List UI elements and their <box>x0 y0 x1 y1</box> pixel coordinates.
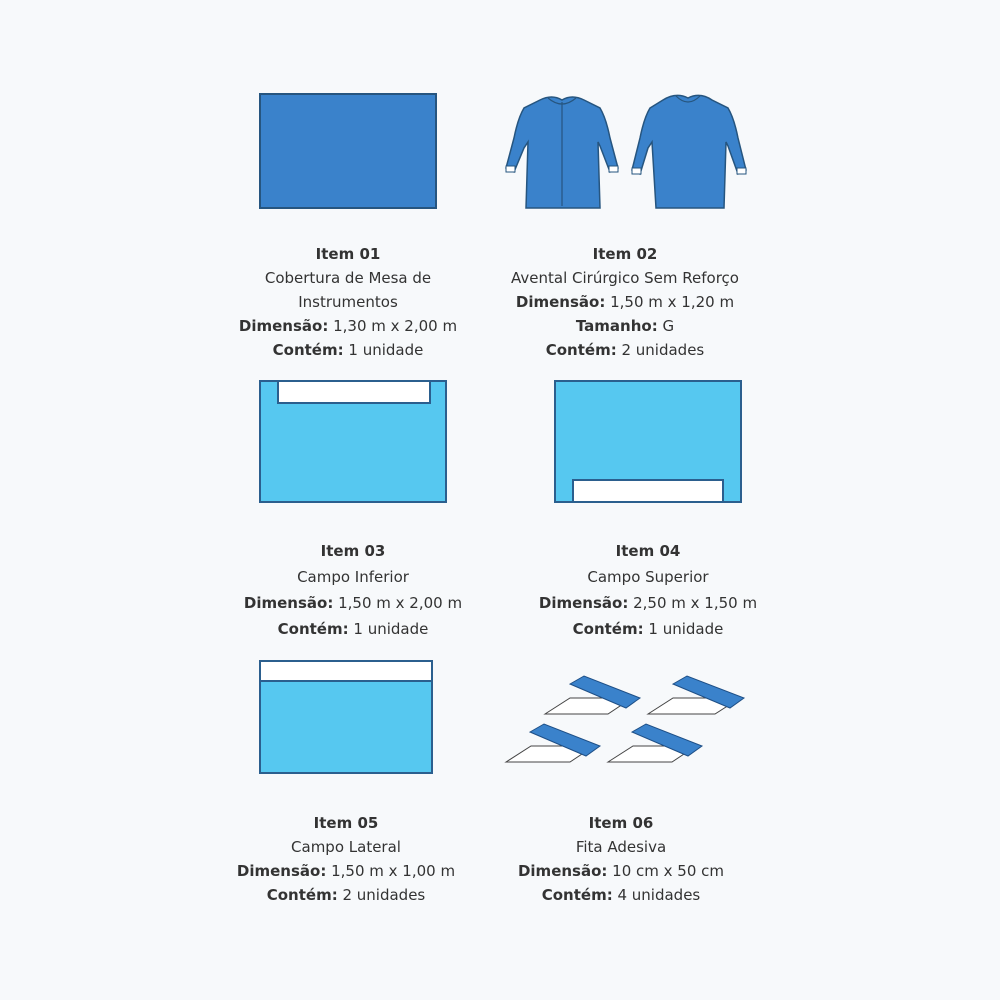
contains-label: Contém: <box>277 620 349 638</box>
item-name-line: Avental Cirúrgico Sem Reforço <box>511 269 739 287</box>
item-name-line: Cobertura de Mesa de <box>264 269 432 287</box>
dimension-value: 1,50 m x 2,00 m <box>333 594 463 612</box>
item-title: Item 03 <box>320 542 386 560</box>
tape-piece-icon <box>608 724 702 762</box>
item-title: Item 01 <box>315 245 381 263</box>
size-value: G <box>657 317 675 335</box>
item-title: Item 05 <box>313 814 379 832</box>
item-04-details <box>483 538 813 642</box>
item-dimension <box>460 290 790 314</box>
table-cover-icon <box>259 93 437 209</box>
tape-piece-icon <box>648 676 744 714</box>
dimension-value: 2,50 m x 1,50 m <box>628 594 758 612</box>
contains-label: Contém: <box>541 886 613 904</box>
item-name-line: Campo Lateral <box>291 838 401 856</box>
dimension-value: 1,50 m x 1,00 m <box>326 862 456 880</box>
item-contains <box>460 338 790 362</box>
item-06-details <box>456 811 786 907</box>
dimension-label: Dimensão: <box>238 317 329 335</box>
dimension-value: 1,50 m x 1,20 m <box>605 293 735 311</box>
item-size <box>460 314 790 338</box>
item-03-details <box>188 538 518 642</box>
tape-piece-icon <box>506 724 600 762</box>
contains-label: Contém: <box>272 341 344 359</box>
tape-piece-icon <box>545 676 640 714</box>
item-name-line: Campo Superior <box>587 568 709 586</box>
dimension-label: Dimensão: <box>236 862 327 880</box>
item-name-line: Campo Inferior <box>297 568 409 586</box>
item-title: Item 06 <box>588 814 654 832</box>
contains-value: 2 unidades <box>616 341 705 359</box>
item-dimension <box>483 590 813 616</box>
item-name-line: Fita Adesiva <box>575 838 667 856</box>
item-contains <box>188 616 518 642</box>
contains-label: Contém: <box>545 341 617 359</box>
contains-value: 1 unidade <box>348 620 429 638</box>
adhesive-tape-icon <box>500 670 750 770</box>
dimension-value: 1,30 m x 2,00 m <box>328 317 458 335</box>
side-drape-strip <box>259 660 433 682</box>
contains-value: 1 unidade <box>343 341 424 359</box>
item-contains <box>456 883 786 907</box>
dimension-label: Dimensão: <box>243 594 334 612</box>
item-dimension <box>456 859 786 883</box>
lower-drape-strip <box>277 380 431 404</box>
item-02-details <box>460 242 790 362</box>
item-contains <box>483 616 813 642</box>
dimension-value: 10 cm x 50 cm <box>607 862 725 880</box>
contains-label: Contém: <box>572 620 644 638</box>
gown-front-icon <box>506 97 618 208</box>
contains-label: Contém: <box>266 886 338 904</box>
item-title: Item 04 <box>615 542 681 560</box>
size-label: Tamanho: <box>575 317 658 335</box>
gown-back-icon <box>632 95 746 208</box>
item-dimension <box>188 590 518 616</box>
item-title: Item 02 <box>592 245 658 263</box>
dimension-label: Dimensão: <box>538 594 629 612</box>
surgical-gown-icon <box>500 88 750 213</box>
item-name-line: Instrumentos <box>298 293 398 311</box>
contains-value: 1 unidade <box>643 620 724 638</box>
upper-drape-strip <box>572 479 724 503</box>
contains-value: 2 unidades <box>337 886 426 904</box>
contains-value: 4 unidades <box>612 886 701 904</box>
dimension-label: Dimensão: <box>517 862 608 880</box>
dimension-label: Dimensão: <box>515 293 606 311</box>
